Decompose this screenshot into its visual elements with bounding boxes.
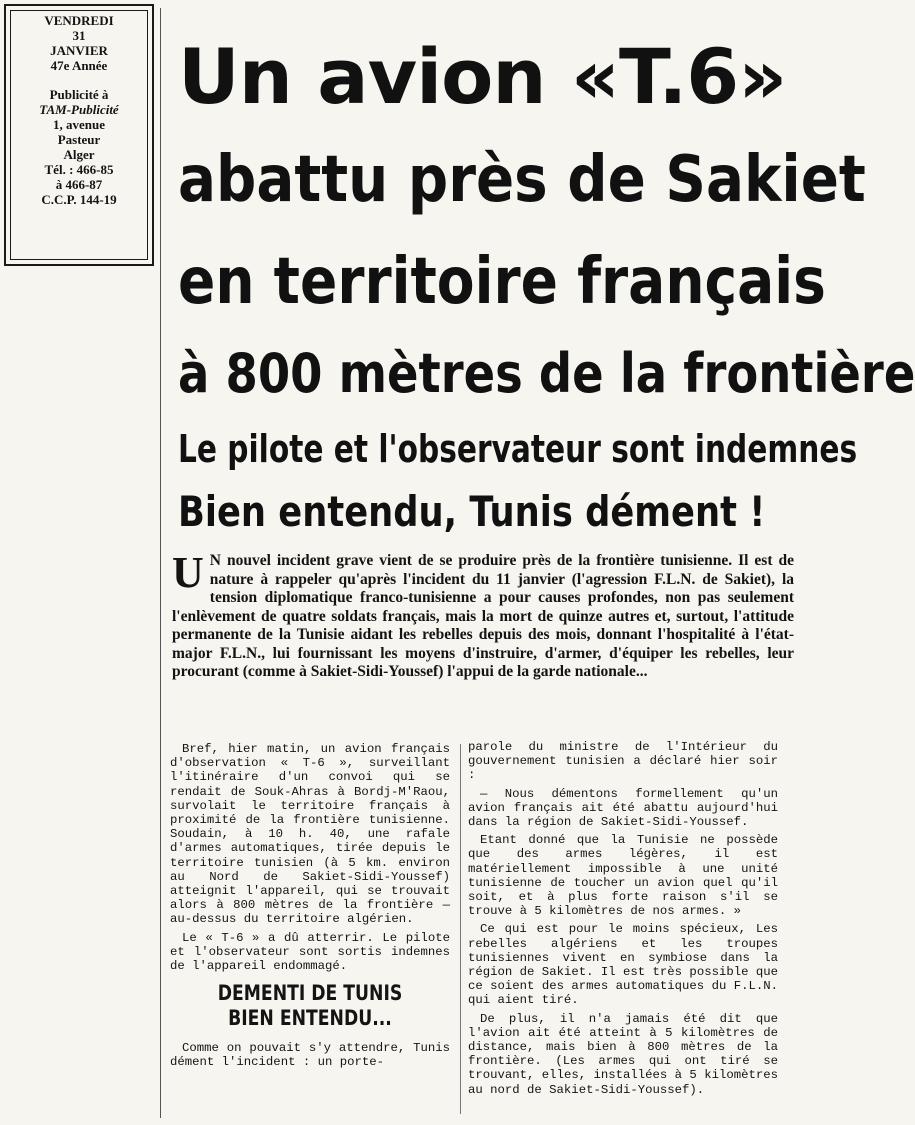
drop-cap: U	[172, 548, 204, 597]
lead-text: N nouvel incident grave vient de se produire près de la frontière tunisienne. Il est de nature à rappeler qu'après l'incident du 11 janvier (l'agression F.L.N. de Sakiet), la tension diplomatique franco-tunisienne a pour causes profondes, non pas seulement l'enlèvement de quatre soldats français, mais la mort de quinze autres et, surtout, l'attitude permanente de la Tunisie aidant les rebelles depuis des mois, donnant l'hospitalité à l'état-major F.L.N., lui fournissant les moyens d'instruire, d'armer, d'équiper les rebelles, leur procurant (comme à Sakiet-Sidi-Youssef) l'appui de la garde nationale...	[172, 552, 794, 680]
date-info-box	[4, 4, 154, 266]
subhead-line: BIEN ENTENDU...	[228, 1006, 392, 1031]
headline-line-2: abattu près de Sakiet	[178, 143, 866, 217]
body-paragraph: Bref, hier matin, un avion français d'observation « T-6 », surveillant l'itinéraire d'un convoi qui se rendait de Souk-Ahras à Bordj-M'Raou, survolait le territoire français à proximité de la frontière tunisienne. Soudain, à 10 h. 40, une rafale d'armes automatiques, tirée depuis le territoire tunisien (à 5 km. environ au Nord de Sakiet-Sidi-Youssef) atteignit l'appareil, qui se trouvait alors à 800 mètres de la frontière — au-dessus du territoire algérien.	[170, 742, 450, 927]
ad-line: Publicité à	[49, 87, 109, 102]
date-number: 31	[72, 28, 86, 43]
day-label: VENDREDI	[44, 13, 114, 28]
ad-line: Pasteur	[57, 132, 101, 147]
headline-line-4: à 800 mètres de la frontière	[178, 342, 915, 405]
subhead-line: DEMENTI DE TUNIS	[217, 981, 403, 1006]
ad-line: Tél. : 466-85	[44, 162, 114, 177]
ad-line: Alger	[63, 147, 95, 162]
ad-line: à 466-87	[55, 177, 103, 192]
headline-main: Un avion «T.6»	[178, 32, 787, 121]
body-paragraph: De plus, il n'a jamais été dit que l'avion ait été atteint à 5 kilomètres de distance, mais bien à 800 mètres de la frontière. (Les armes qui ont tiré se trouvant, elles, installées à 5 kilomètres au nord de Sakiet-Sidi-Youssef).	[468, 1011, 778, 1097]
vertical-divider	[160, 8, 161, 1118]
body-paragraph: parole du ministre de l'Intérieur du gouvernement tunisien a déclaré hier soir :	[468, 740, 778, 783]
date-info-box-inner	[10, 10, 148, 260]
body-paragraph: — Nous démentons formellement qu'un avion français ait été abattu aujourd'hui dans la région de Sakiet-Sidi-Youssef.	[468, 786, 778, 830]
subheadline-2: Bien entendu, Tunis dément !	[178, 487, 766, 536]
article-column-right	[468, 740, 778, 1101]
ad-line: C.C.P. 144-19	[41, 192, 117, 207]
body-paragraph: Comme on pouvait s'y attendre, Tunis dément l'incident : un porte-	[170, 1041, 450, 1070]
ad-line: TAM-Publicité	[39, 102, 119, 117]
ad-line: 1, avenue	[53, 117, 105, 132]
year-label: 47e Année	[50, 58, 108, 73]
section-subhead	[195, 981, 425, 1031]
headline-line-3: en territoire français	[178, 245, 826, 319]
body-paragraph: Ce qui est pour le moins spécieux, Les rebelles algériens et les troupes tunisiennes vivent en symbiose dans la région de Sakiet. Il est très possible que ce soient des armes automatiques du F.L.N. qui aient tiré.	[468, 922, 778, 1008]
article-column-left	[170, 742, 450, 1074]
body-paragraph: Etant donné que la Tunisie ne possède que des armes légères, il est matériellement impossible à une unité tunisienne de toucher un avion quel qu'il soit, et à plus forte raison s'il se trouve à 5 kilomètres de nos armes. »	[468, 833, 778, 919]
lead-paragraph	[172, 548, 794, 682]
subheadline-1: Le pilote et l'observateur sont indemnes	[178, 427, 858, 471]
month-label: JANVIER	[50, 43, 108, 58]
column-divider	[460, 744, 461, 1114]
body-paragraph: Le « T-6 » a dû atterrir. Le pilote et l'observateur sont sortis indemnes de l'appareil endommagé.	[170, 930, 450, 974]
